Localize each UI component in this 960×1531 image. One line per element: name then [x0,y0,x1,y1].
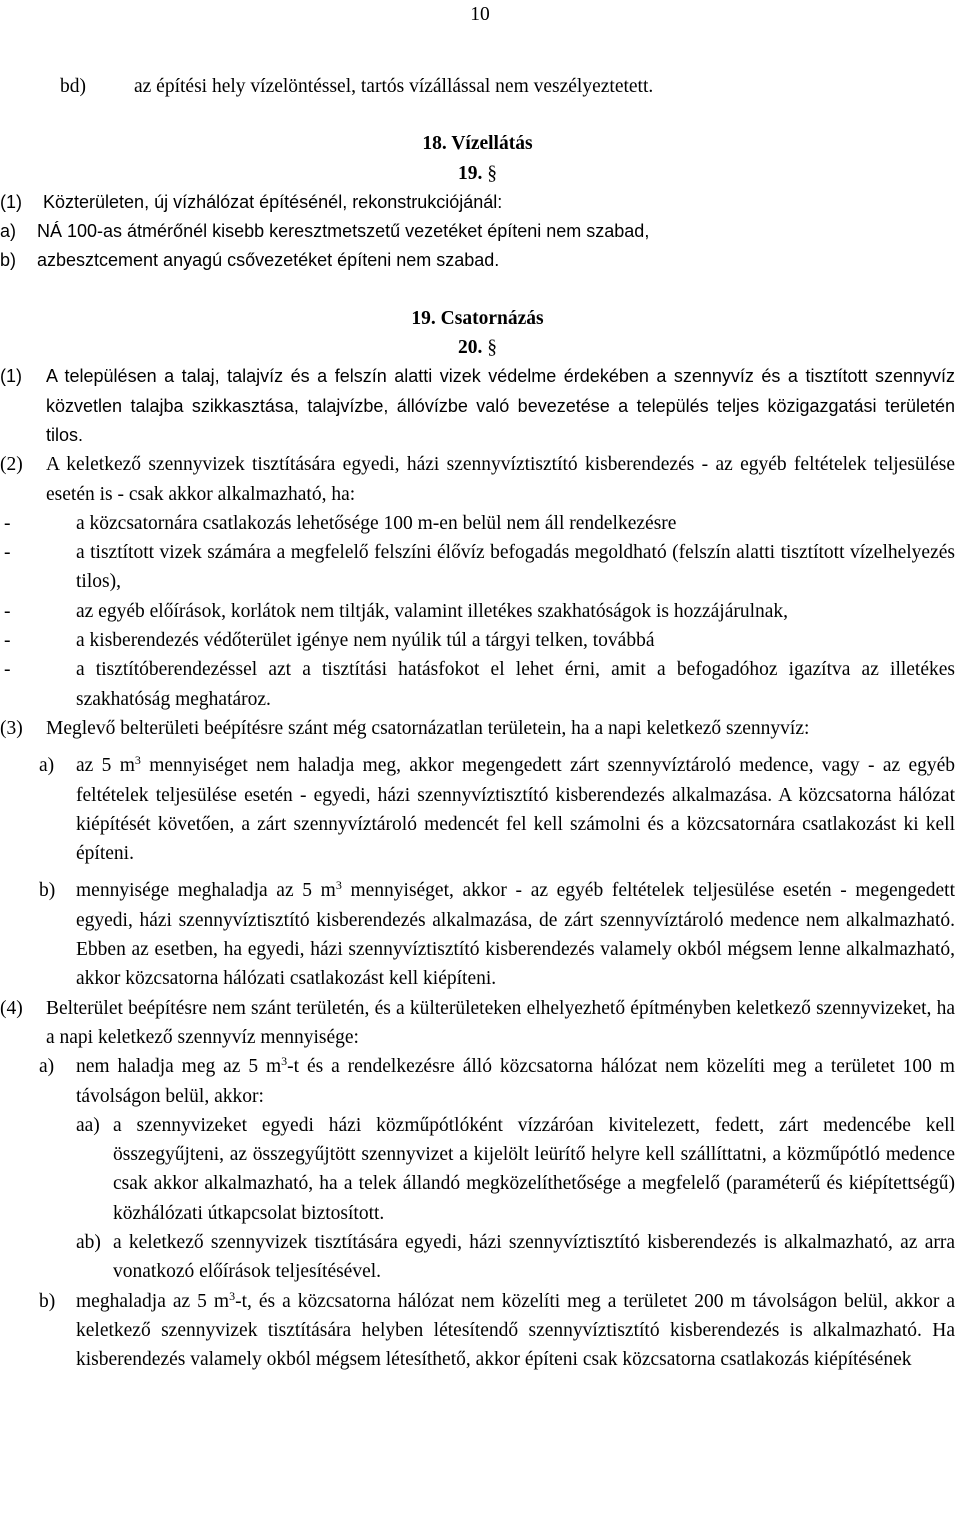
item-label: a) [39,1056,55,1078]
dash-bullet: - [4,512,11,534]
item-label: ab) [76,1231,101,1253]
condition-text: a tisztított vizek számára a megfelelő felszíni élővíz befogadás megoldható (felszín alatti tisztított vízelhelyezés tilos), [76,542,955,593]
chapter-19-heading: 19. Csatornázás [411,307,544,329]
item-label: b) [39,880,56,902]
section-20-number: 20. § [458,337,497,359]
condition-text: az egyéb előírások, korlátok nem tiltják, valamint illetékes szakhatóságok is hozzájárulnak, [76,600,789,622]
item-text: a keletkező szennyvizek tisztítására egyedi, házi szennyvíztisztító kisberendezés is alkalmazható, az arra vonatkozó előírások teljesítésével. [113,1231,955,1283]
paragraph-label: (1) [0,366,22,387]
dash-bullet: - [4,600,11,622]
intro-text: az építési hely vízelöntéssel, tartós vízállással nem veszélyeztetett. [134,76,654,97]
item-20-3-b [0,876,955,993]
condition-text: a közcsatornára csatlakozás lehetősége 100 m-en belül nem áll rendelkezésre [76,512,677,534]
item-label: aa) [76,1114,100,1136]
item-label: a) [0,221,17,242]
item-text: a szennyvizeket egyedi házi közműpótlóként vízzáróan kivitelezett, fedett, zárt medencébe kell összegyűjteni, az összegyűjtött szennyvizet a kijelölt leürítő helyre kell szállíttatni, a közműpótló medence csak akkor alkalmazható, ha a telek állandó megközelíthetősége a megfelelő (paraméterű és kiépítettségű) közhálózati útkapcsolat biztosított. [113,1114,955,1224]
paragraph-20-1 [0,362,955,450]
item-20-4-a-aa [0,1111,955,1228]
item-text: mennyisége meghaladja az 5 $m^3$ mennyiséget, akkor - az egyéb feltételek teljesülése esetén - megengedett egyedi, házi szennyvíztisztító kisberendezés alkalmazása, de zárt szennyvíztároló medence nem alkalmazható. Ebben az esetben, ha egyedi, házi szennyvíztisztító kisberendezés valamely okból mégsem lenne alkalmazható, akkor közcsatorna hálózati csatlakozást kell kiépíteni. [76,878,955,990]
superscript: 3 [335,878,342,893]
item-20-4-b [0,1287,955,1375]
item-20-3-a [0,751,955,868]
condition-text: a kisberendezés védőterület igénye nem nyúlik túl a tárgyi telken, továbbá [76,630,655,652]
item-label: b) [39,1290,56,1312]
paragraph-20-3 [0,714,955,743]
item-text: NÁ 100-as átmérőnél kisebb keresztmetszetű vezetéket építeni nem szabad, [37,221,650,242]
item-20-4-a [0,1052,955,1111]
paragraph-text: A keletkező szennyvizek tisztítására egyedi, házi szennyvíztisztító kisberendezés - az egyéb feltételek teljesülése esetén is - csak akkor alkalmazható, ha: [46,454,955,505]
paragraph-text: Közterületen, új vízhálózat építésénél, rekonstrukciójánál: [43,191,503,212]
condition-2 [0,538,955,597]
item-text: azbesztcement anyagú csővezetéket építeni nem szabad. [37,250,500,271]
condition-5 [0,655,955,714]
intro-item [0,72,955,101]
paragraph-text: A településen a talaj, talajvíz és a felszín alatti vizek védelme érdekében a szennyvíz és a tisztított szennyvíz közvetlen talajba szikkasztása, talajvízbe, állóvízbe való bevezetése a település teljes közigazgatási területén tilos. [46,366,955,445]
paragraph-20-4 [0,994,955,1053]
superscript: 3 [281,1054,288,1069]
page-number: 10 [470,4,490,25]
dash-bullet: - [4,630,11,652]
document-body [0,72,955,1374]
dash-bullet: - [4,542,11,564]
condition-3 [0,597,955,626]
item-text: meghaladja az 5 $m^3-t$, és a közcsatorna hálózat nem közelíti meg a területet 200 m távolságon belül, akkor a keletkező szennyvizek tisztítására helyben létesítendő szennyvíztisztító kisberendezés is alkalmazható. Ha kisberendezés valamely okból mégsem létesíthető, akkor építeni csak közcsatorna csatlakozás kiépítésének [76,1288,955,1371]
item-text: nem haladja meg az 5 $m^3-t$ és a rendelkezésre álló közcsatorna hálózat nem közelíti meg a területet 100 m távolságon belül, akkor: [76,1054,955,1107]
dash-bullet: - [4,659,11,681]
item-19-1-a [0,217,955,246]
paragraph-text: Belterület beépítésre nem szánt területén, és a külterületeken elhelyezhető építményben keletkező szennyvizeket, ha a napi keletkező szennyvíz mennyisége: [46,997,955,1048]
condition-text: a tisztítóberendezéssel azt a tisztítási hatásfokot el lehet érni, amit a befogadóhoz igazítva az illetékes szakhatóság meghatároz. [76,659,955,710]
paragraph-label: (2) [0,454,23,476]
item-text: az 5 $m^3$ mennyiséget nem haladja meg, akkor megengedett zárt szennyvíztároló medence, vagy - az egyéb feltételek teljesülése esetén - egyedi, házi szennyvíztisztító kisberendezés alkalmazása. A közcsatorna hálózat kiépítését követően, a zárt szennyvíztároló medencét fel kell számolni és a közcsatornára csatlakozást ki kell építeni. [76,753,956,865]
condition-4 [0,626,955,655]
superscript: 3 [229,1288,236,1303]
condition-1 [0,509,955,538]
paragraph-text: Meglevő belterületi beépítésre szánt még csatornázatlan területein, ha a napi keletkező szennyvíz: [46,717,810,739]
item-label: b) [0,250,17,271]
paragraph-label: (4) [0,997,23,1019]
paragraph-19-1 [0,188,955,217]
item-label: a) [39,755,55,777]
intro-label: bd) [60,76,86,97]
superscript: 3 [134,753,141,768]
paragraph-label: (3) [0,717,23,739]
item-20-4-a-ab [0,1228,955,1287]
paragraph-20-2 [0,450,955,509]
chapter-18-body [0,188,955,276]
item-19-1-b [0,246,955,275]
chapter-18-heading: 18. Vízellátás [422,133,533,155]
section-19-number: 19. § [458,162,497,184]
paragraph-label: (1) [0,191,22,212]
